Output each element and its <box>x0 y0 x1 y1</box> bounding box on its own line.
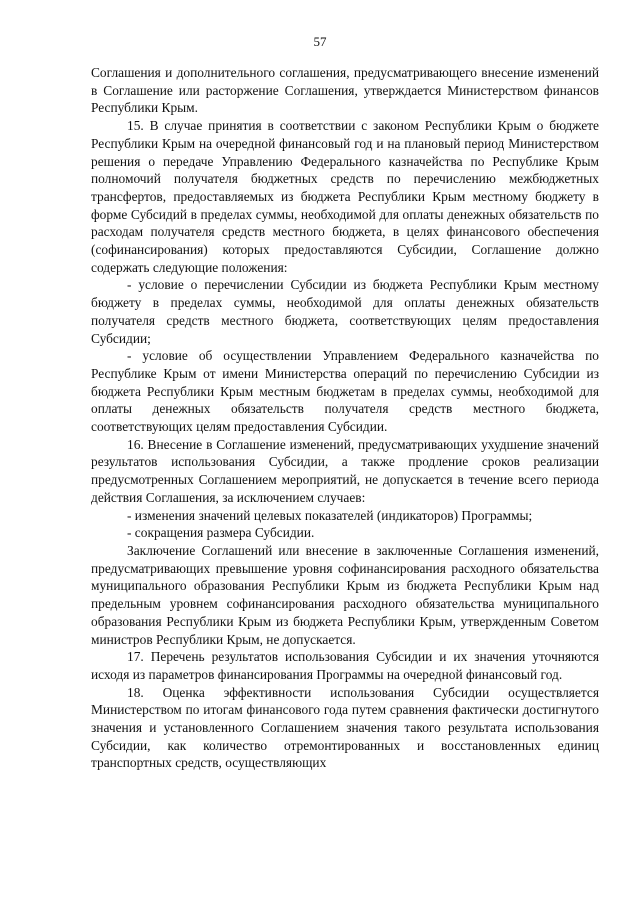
list-item-condition-transfer: - условие о перечислении Субсидии из бюджета Республики Крым местному бюджету в пределах суммы, необходимой для оплаты денежных обязательств получателя средств местного бюджета, соответствующих целям предоставления Субсидии; <box>91 277 599 346</box>
paragraph-cofinancing: Заключение Соглашений или внесение в заключенные Соглашения изменений, предусматривающих превышение уровня софинансирования расходного обязательства муниципального образования Республики Крым из бюджета Республики Крым над предельным уровнем софинансирования расходного обязательства муниципального образования Республики Крым из бюджета Республики Крым, утвержденным Советом министров Республики Крым, не допускается. <box>91 542 599 647</box>
list-item-exception-reduction: - сокращения размера Субсидии. <box>127 525 315 541</box>
document-body <box>91 64 599 772</box>
paragraph-continuation: Соглашения и дополнительного соглашения, предусматривающего внесение изменений в Соглашение или расторжение Соглашения, утверждается Министерством финансов Республики Крым. <box>91 65 599 116</box>
paragraph-15: 15. В случае принятия в соответствии с законом Республики Крым о бюджете Республики Крым на очередной финансовый год и на плановый период Министерством решения о передаче Управлению Федерального казначейства по Республике Крым полномочий получателя бюджетных средств по перечислению межбюджетных трансфертов, предоставляемых из бюджета Республики Крым местному бюджету в форме Субсидий в пределах суммы, необходимой для оплаты денежных обязательств по расходам получателя средств местного бюджета, в целях финансового обеспечения (софинансирования) которых предоставляются Субсидии, Соглашение должно содержать следующие положения: <box>91 118 599 275</box>
paragraph-16: 16. Внесение в Соглашение изменений, предусматривающих ухудшение значений результатов использования Субсидии, а также продление сроков реализации предусмотренных Соглашением мероприятий, не допускается в течение всего периода действия Соглашения, за исключением случаев: <box>91 436 599 505</box>
paragraph-18: 18. Оценка эффективности использования Субсидии осуществляется Министерством по итогам финансового года путем сравнения фактически достигнутого значения и установленного Соглашением значения такого результата использования Субсидии, как количество отремонтированных и восстановленных единиц транспортных средств, осуществляющих <box>91 684 599 771</box>
paragraph-17: 17. Перечень результатов использования Субсидии и их значения уточняются исходя из параметров финансирования Программы на очередной финансовый год. <box>91 649 599 682</box>
page-number: 57 <box>313 34 327 49</box>
list-item-condition-treasury: - условие об осуществлении Управлением Федерального казначейства по Республике Крым от имени Министерства операций по перечислению Субсидии из бюджета Республики Крым местным бюджетам в пределах суммы, необходимой для оплаты денежных обязательств получателя средств местного бюджета, соответствующих целям предоставления Субсидии. <box>91 348 599 435</box>
list-item-exception-indicators: - изменения значений целевых показателей (индикаторов) Программы; <box>127 507 533 523</box>
